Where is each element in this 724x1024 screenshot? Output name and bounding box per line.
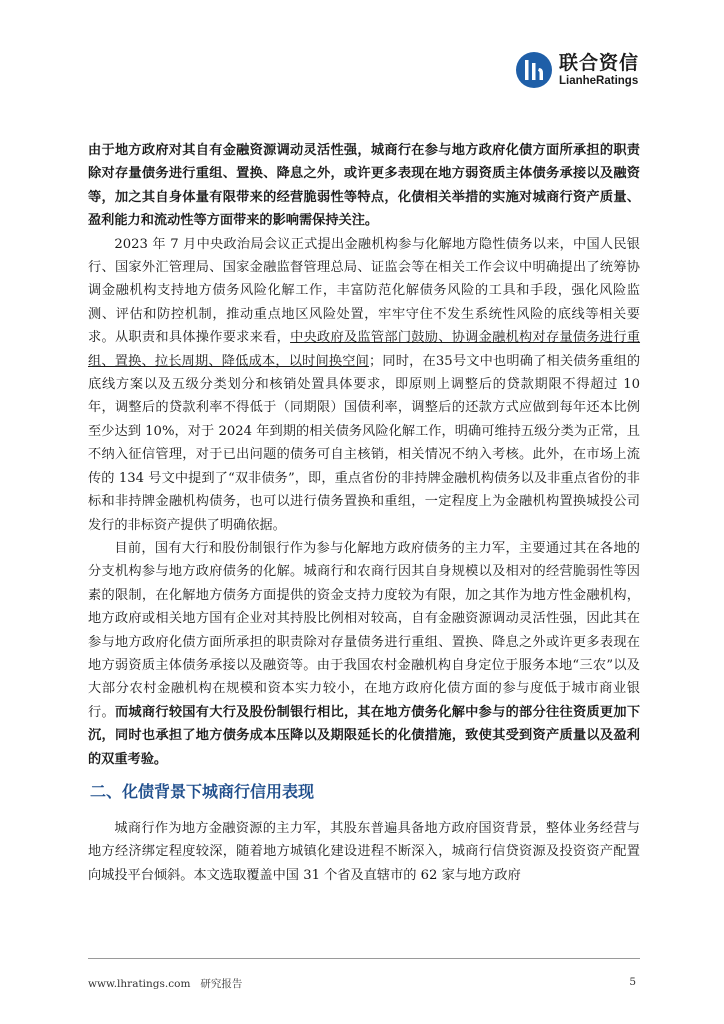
footer-info [88,976,242,991]
underlined-text: 中央政府及监管部门鼓励、协调金融机构对存量债务进行重组、置换、拉长周期、降低成本，以时间换空间 [88,330,641,369]
bold-summary-paragraph: 由于地方政府对其自有金融资源调动灵活性强，城商行在参与地方政府化债方面所承担的职责除对存量债务进行重组、置换、降息之外，或许更多表现在地方弱资质主体债务承接以及融资等，加之其自身体量有限带来的经营脆弱性等特点，化债相关举措的实施对城商行资产质量、盈利能力和流动性等方面带来的影响需保持关注。 [88,143,640,229]
brand-name-en: LianheRatings [559,74,639,87]
body-paragraph-section: 城商行作为地方金融资源的主力军，其股东普遍具备地方政府国资背景，整体业务经营与地方经济绑定程度较深，随着地方城镇化建设进程不断深入，城商行信贷资源及投资资产配置向城投平台倾斜。本文选取覆盖中国 31 个省及直辖市的 62 家与地方政府 [88,820,640,883]
brand-logo [516,50,639,90]
bold-text: 而城商行较国有大行及股份制银行相比，其在地方债务化解中参与的部分往往资质更加下沉，同时也承担了地方债务成本压降以及期限延长的化债措施，致使其受到资产质量以及盈利的双重考验。 [88,704,641,767]
body-paragraph-banks [88,537,640,771]
paragraph-text: ；同时，在35号文中也明确了相关债务重组的底线方案以及五级分类划分和核销处置具体要求，即原则上调整后的贷款期限不得超过 10 年，调整后的贷款利率不得低于（同期限）国债利率，调整后的还款方式应做到每年还本比例至少达到 10%，对于 2024 年到期的相关债务风险化解工作，明确可维持五级分类为正常，且不纳入征信管理，对于已出问题的债务可自主核销，相关情况不纳入考核。此外，在市场上流传的 134 号文中提到了“双非债务”，即，重点省份的非持牌金融机构债务以及非重点省份的非标和非持牌金融机构债务，也可以进行债务置换和重组，一定程度上为金融机构置换城投公司发行的非标资产提供了明确依据。 [88,353,641,533]
paragraph-text: 2023 年 7 月中央政治局会议正式提出金融机构参与化解地方隐性债务以来，中国人民银行、国家外汇管理局、国家金融监督管理总局、证监会等在相关工作会议中明确提出了统筹协调金融机构支持地方债务风险化解工作，丰富防范化解债务风险的工具和手段，强化风险监测、评估和防控机制，推动重点地区风险处置，牢牢守住不发生系统性风险的底线等相关要求。从职责和具体操作要求来看， [88,236,640,346]
page-body [88,139,640,887]
footer-website: www.lhratings.com [88,978,191,990]
body-paragraph-policy [88,233,640,537]
lianhe-logo-icon [516,52,552,88]
footer-doc-type: 研究报告 [200,978,243,990]
footer-divider [88,958,640,959]
section-heading: 二、化债背景下城商行信用表现 [90,781,315,801]
page-number: 5 [629,976,636,988]
paragraph-text: 目前，国有大行和股份制银行作为参与化解地方政府债务的主力军，主要通过其在各地的分支机构参与地方政府债务的化解。城商行和农商行因其自身规模以及相对的经营脆弱性等因素的限制，在化解地方债务方面提供的资金支持力度较为有限，加之其作为地方性金融机构，地方政府或相关地方国有企业对其持股比例相对较高，自有金融资源调动灵活性强，因此其在参与地方政府化债方面所承担的职责除对存量债务进行重组、置换、降息之外或许更多表现在地方弱资质主体债务承接以及融资等。由于我国农村金融机构自身定位于服务本地“三农”以及大部分农村金融机构在规模和资本实力较小，在地方政府化债方面的参与度低于城市商业银行。 [88,540,640,720]
brand-name-cn: 联合资信 [559,51,640,74]
